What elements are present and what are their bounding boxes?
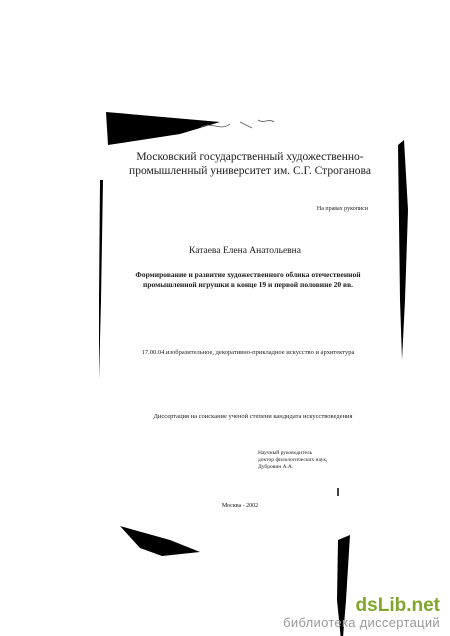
author-name: Катаева Елена Анатольевна bbox=[189, 246, 301, 256]
supervisor-role: Научный руководитель bbox=[258, 450, 313, 456]
scan-shadow-left bbox=[99, 180, 103, 380]
watermark bbox=[283, 596, 440, 630]
watermark-caption: библиотека диссертаций bbox=[283, 615, 440, 630]
supervisor-block bbox=[258, 450, 368, 471]
supervisor-degree: доктор филологических наук, bbox=[258, 457, 328, 463]
manuscript-note: На правах рукописи bbox=[316, 206, 368, 212]
city-year: Москва - 2002 bbox=[221, 503, 259, 509]
dissertation-type: Диссертация на соискание ученой степени кандидата искусствоведения bbox=[153, 413, 353, 420]
watermark-logo: dsLib.net bbox=[355, 595, 440, 616]
supervisor-name: Дубровин А.А. bbox=[258, 464, 294, 470]
scan-shadow-bottom-left bbox=[120, 526, 200, 556]
scan-shadow-top bbox=[106, 112, 220, 145]
dissertation-title: Формирование и развитие художественного облика отечественной промышленной игрушки в конце 19 и первой половине 20 вв. bbox=[135, 270, 361, 289]
specialty-code: 17.00.04.изобразительное, декоративно-прикладное искусство и архитектура bbox=[141, 349, 355, 356]
university-name: Московский государственный художественно-промышленный университет им. С.Г. Строганова bbox=[129, 151, 371, 177]
